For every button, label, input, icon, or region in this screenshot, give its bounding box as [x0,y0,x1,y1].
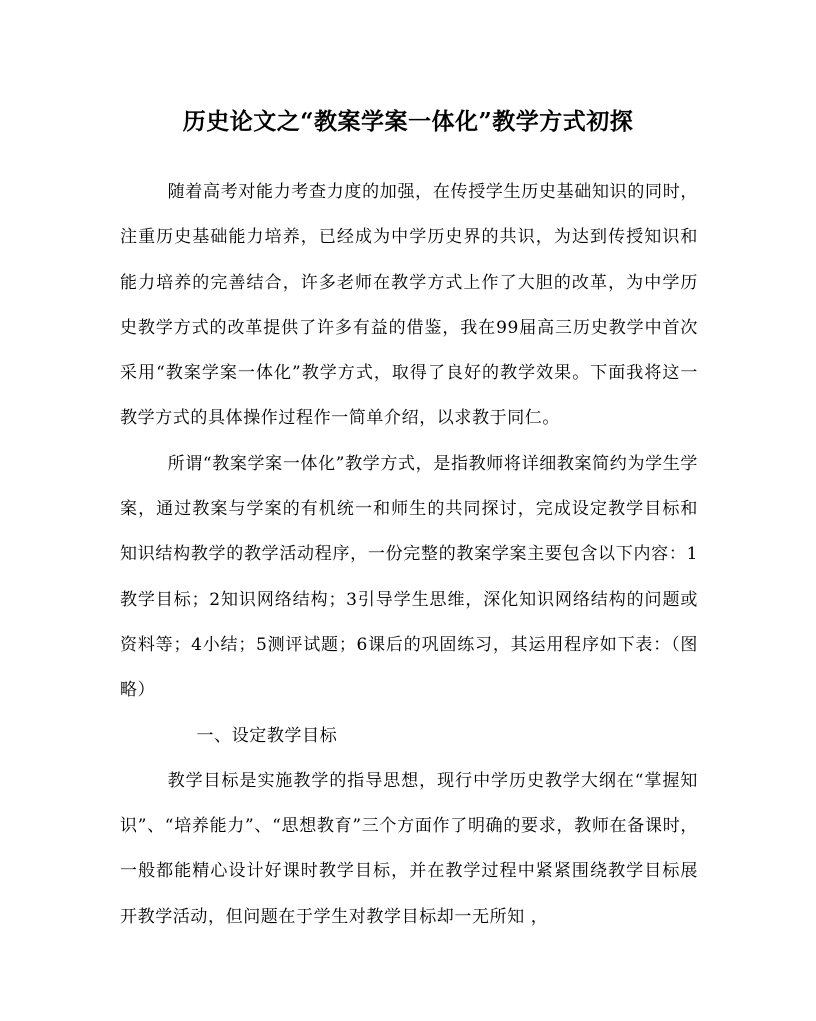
document-title: 历史论文之“教案学案一体化”教学方式初探 [182,108,634,135]
section-heading: 一、设定教学目标 [196,725,338,746]
paragraph-section-1: 教学目标是实施教学的指导思想，现行中学历史教学大纲在“掌握知识”、“培养能力”、“思想教育”三个方面作了明确的要求，教师在备课时，一般都能精心设计好课时教学目标，并在教学过程中紧紧围绕教学目标展开教学活动，但问题在于学生对教学目标却一无所知 ， [120,770,698,927]
paragraph-intro: 随着高考对能力考查力度的加强，在传授学生历史基础知识的同时，注重历史基础能力培养，已经成为中学历史界的共识，为达到传授知识和能力培养的完善结合，许多老师在教学方式上作了大胆的改革，为中学历史教学方式的改革提供了许多有益的借鉴，我在99届高三历史教学中首次采用“教案学案一体化”教学方式，取得了良好的教学效果。下面我将这一教学方式的具体操作过程作一简单介绍，以求教于同仁。 [120,182,698,429]
paragraph-definition: 所谓“教案学案一体化”教学方式，是指教师将详细教案简约为学生学案，通过教案与学案的有机统一和师生的共同探讨，完成设定教学目标和知识结构教学的教学活动程序，一份完整的教案学案主要包含以下内容：1教学目标；2知识网络结构；3引导学生思维，深化知识网络结构的问题或资料等；4小结；5测评试题；6课后的巩固练习，其运用程序如下表：（图略） [120,453,698,701]
document-body [120,170,698,940]
